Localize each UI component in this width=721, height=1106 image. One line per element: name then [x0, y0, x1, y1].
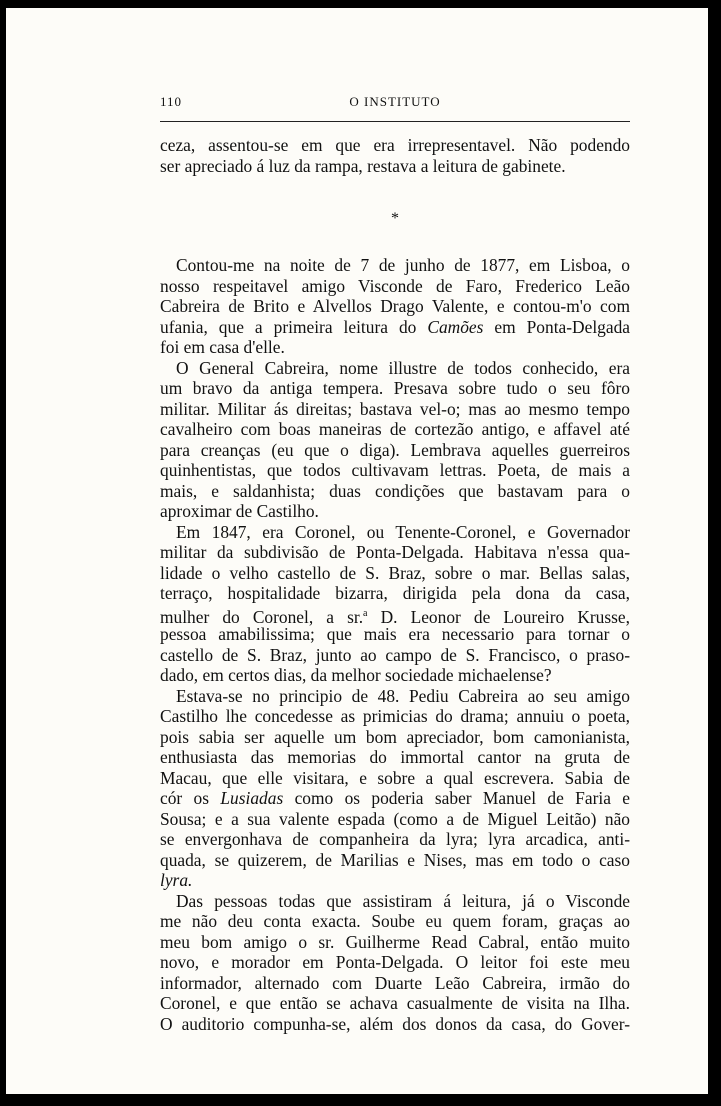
text-line: militar da subdivisão de Ponta-Delgada. Habitava n'essa qua- — [160, 542, 630, 562]
text-line: O auditorio compunha-se, além dos donos da casa, do Gover- — [160, 1013, 630, 1034]
text-line: cór os Lusiadas como os poderia saber Manuel de Faria e — [160, 788, 630, 808]
text-line: novo, e morador em Ponta-Delgada. O leitor foi este meu — [160, 952, 630, 972]
text-line: nosso respeitavel amigo Visconde de Faro, Frederico Leão — [160, 275, 630, 296]
section-separator-asterisk: * — [391, 210, 399, 227]
page-number: 110 — [160, 94, 183, 109]
text-line: informador, alternado com Duarte Leão Cabreira, irmão do — [160, 972, 630, 993]
text-line: aproximar de Castilho. — [160, 501, 319, 521]
text-line: Estava-se no principio de 48. Pediu Cabreira ao seu amigo — [176, 685, 630, 706]
text-line: quinhentistas, que todos cultivavam lettras. Poeta, de mais a — [160, 460, 630, 480]
text-line: cavalheiro com boas maneiras de cortezão antigo, e affavel até — [160, 419, 630, 439]
text-line: Contou-me na noite de 7 de junho de 1877, em Lisboa, o — [176, 255, 630, 275]
header-rule — [160, 121, 630, 122]
text-line: lidade o velho castello de S. Braz, sobre o mar. Bellas salas, — [160, 562, 630, 583]
text-line: Das pessoas todas que assistiram á leitura, já o Visconde — [176, 890, 630, 911]
text-line: um bravo da antiga tempera. Presava sobre tudo o seu fôro — [160, 378, 630, 398]
text-line: foi em casa d'elle. — [160, 337, 285, 357]
italic-title-lusiadas: Lusiadas — [220, 788, 284, 808]
text-line: militar. Militar ás direitas; bastava vel-o; mas ao mesmo tempo — [160, 398, 630, 419]
text-line: meu bom amigo o sr. Guilherme Read Cabral, então muito — [160, 931, 630, 952]
body-text — [160, 255, 630, 1034]
running-title: O INSTITUTO — [349, 94, 441, 109]
text-line: enthusiasta das memorias do immortal cantor na gruta de — [160, 747, 630, 767]
text-line: me não deu conta exacta. Soube eu quem foram, graças ao — [160, 911, 630, 931]
text-line: ser apreciado á luz da rampa, restava a leitura de gabinete. — [160, 155, 566, 176]
text-line: ufania, que a primeira leitura do Camões em Ponta-Delgada — [160, 316, 630, 337]
text-line: pois sabia ser aquelle um bom apreciador, bom camonianista, — [160, 726, 630, 747]
text-line: Macau, que elle visitara, e sobre a qual escrevera. Sabia de — [160, 767, 630, 788]
text-line: Castilho lhe concedesse as primicias do drama; annuiu o poeta, — [160, 706, 630, 726]
paragraph-continuation — [160, 135, 630, 176]
text-line: castello de S. Braz, junto ao campo de S. Francisco, o praso- — [160, 644, 630, 665]
book-page — [6, 8, 708, 1094]
text-line: Em 1847, era Coronel, ou Tenente-Coronel, e Governador — [176, 521, 630, 542]
text-line: mais, e saldanhista; duas condições que bastavam para o — [160, 480, 630, 501]
text-line: ceza, assentou-se em que era irrepresentavel. Não podendo — [160, 135, 630, 155]
text-line: terraço, hospitalidade bizarra, dirigida pela dona da casa, — [160, 583, 630, 603]
text-line: mulher do Coronel, a sr.$^a$ D. Leonor de Loureiro Krusse, — [160, 606, 630, 627]
text-line: para creanças (eu que o diga). Lembrava aquelles guerreiros — [160, 439, 630, 460]
text-line: Coronel, e que então se achava casualmente de visita na Ilha. — [160, 993, 630, 1013]
text-line: O General Cabreira, nome illustre de todos conhecido, era — [176, 357, 630, 378]
text-line: dado, em certos dias, da melhor sociedade michaelense? — [160, 665, 552, 685]
text-line: quada, se quizerem, de Marilias e Nises, mas em todo o caso — [160, 849, 630, 870]
text-line: se envergonhava de companheira da lyra; lyra arcadica, anti- — [160, 829, 630, 849]
text-line: pessoa amabilissima; que mais era necessario para tornar o — [160, 624, 630, 644]
text-line: lyra. — [160, 870, 193, 890]
text-line: Cabreira de Brito e Alvellos Drago Valente, e contou-m'o com — [160, 296, 630, 316]
text-line: Sousa; e a sua valente espada (como a de Miguel Leitão) não — [160, 808, 630, 829]
italic-title-camoes: Camões — [427, 316, 484, 337]
